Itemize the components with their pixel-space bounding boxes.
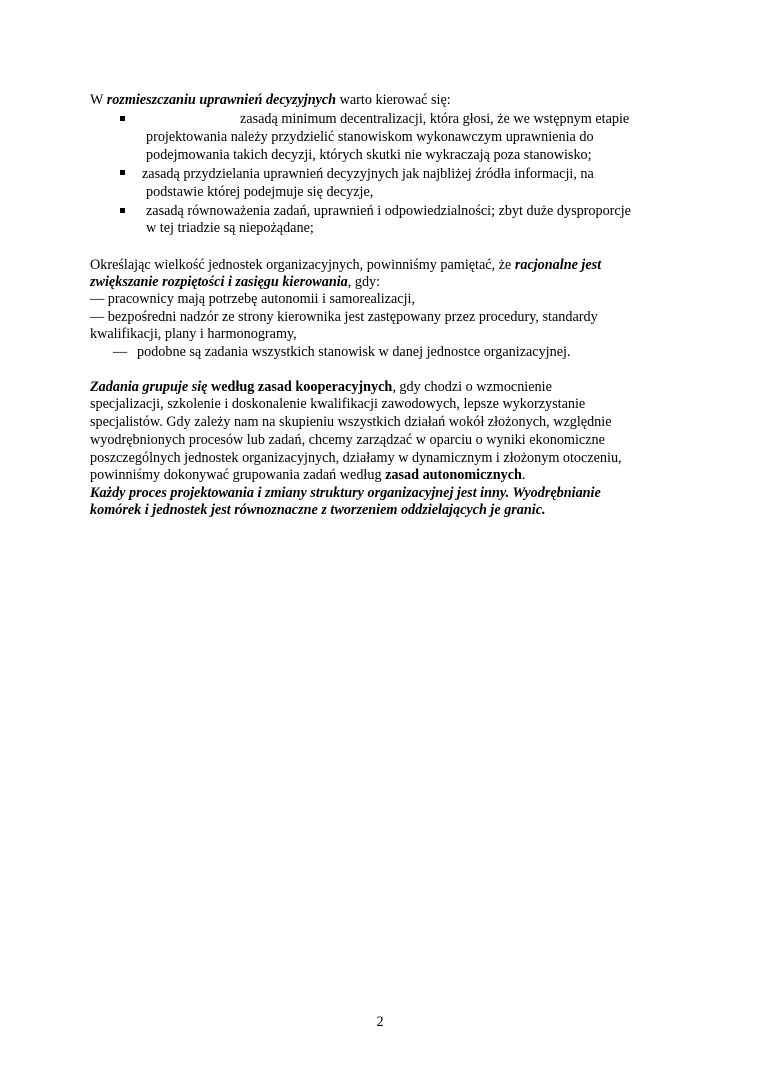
para3-line1-emphasis-italic: Zadania grupuje się — [90, 379, 208, 395]
para3-line1-emphasis-bold: według zasad kooperacyjnych — [207, 379, 393, 395]
para2-line1-text: Określając wielkość jednostek organizacyjnych, powinniśmy pamiętać, że — [90, 257, 515, 273]
bullet-2-line-1: zasadą przydzielania uprawnień decyzyjnych jak najbliżej źródła informacji, na — [142, 166, 594, 182]
para2-dash-item-3-text: podobne są zadania wszystkich stanowisk w danej jednostce organizacyjnej. — [137, 344, 571, 360]
bullet-square-icon — [120, 116, 125, 121]
bullet-2-line-2: podstawie której podejmuje się decyzje, — [146, 184, 374, 200]
para2-dash-item-2-line-2: kwalifikacji, plany i harmonogramy, — [90, 326, 297, 342]
para2-dash-item-2-line-1: — bezpośredni nadzór ze strony kierownika jest zastępowany przez procedury, standardy — [90, 309, 598, 325]
intro-emphasis: rozmieszczaniu uprawnień decyzyjnych — [106, 92, 337, 108]
para3-line-3: specjalistów. Gdy zależy nam na skupieniu wszystkich działań wokół złożonych, względnie — [90, 414, 612, 430]
bullet-1-line-3: podejmowania takich decyzji, których skutki nie wykraczają poza stanowisko; — [146, 147, 592, 163]
para3-line-6 — [90, 466, 525, 484]
para3-line-2: specjalizacji, szkolenie i doskonalenie kwalifikacji zawodowych, lepsze wykorzystanie — [90, 396, 586, 412]
para3-line-5: poszczególnych jednostek organizacyjnych, działamy w dynamicznym i złożonym otoczeniu, — [90, 450, 622, 466]
para2-line-1 — [90, 256, 601, 274]
para3-line-8: komórek i jednostek jest równoznaczne z tworzeniem oddzielających je granic. — [90, 502, 546, 518]
para3-line6-emphasis: zasad autonomicznych — [385, 467, 522, 483]
intro-suffix: warto kierować się: — [336, 92, 451, 108]
para3-line-4: wyodrębnionych procesów lub zadań, chcemy zarządzać w oparciu o wyniki ekonomiczne — [90, 432, 605, 448]
para2-dash-item-3-mark: — — [113, 344, 128, 360]
para3-line-1 — [90, 378, 552, 396]
para3-line6-end: . — [521, 467, 526, 483]
para2-line-2 — [90, 273, 380, 291]
para3-line6-text: powinniśmy dokonywać grupowania zadań według — [90, 467, 386, 483]
bullet-1-line-2: projektowania należy przydzielić stanowiskom wykonawczym uprawnienia do — [146, 129, 594, 145]
page-number: 2 — [376, 1014, 384, 1030]
para2-line1-emphasis: racjonalne jest — [514, 257, 602, 273]
para3-line-7: Każdy proces projektowania i zmiany struktury organizacyjnej jest inny. Wyodrębnianie — [90, 485, 601, 501]
bullet-square-icon — [120, 208, 125, 213]
bullet-square-icon — [120, 170, 125, 175]
intro-line — [90, 91, 451, 109]
intro-prefix: W — [90, 92, 107, 108]
bullet-3-line-1: zasadą równoważenia zadań, uprawnień i odpowiedzialności; zbyt duże dysproporcje — [146, 203, 631, 219]
bullet-1-line-1: zasadą minimum decentralizacji, która głosi, że we wstępnym etapie — [240, 111, 630, 127]
para2-dash-item-1: — pracownicy mają potrzebę autonomii i samorealizacji, — [90, 291, 416, 307]
para2-line2-emphasis: zwiększanie rozpiętości i zasięgu kierowania — [90, 274, 348, 290]
bullet-3-line-2: w tej triadzie są niepożądane; — [146, 220, 314, 236]
para3-line1-text: , gdy chodzi o wzmocnienie — [392, 379, 552, 395]
para2-line2-text: , gdy: — [347, 274, 381, 290]
